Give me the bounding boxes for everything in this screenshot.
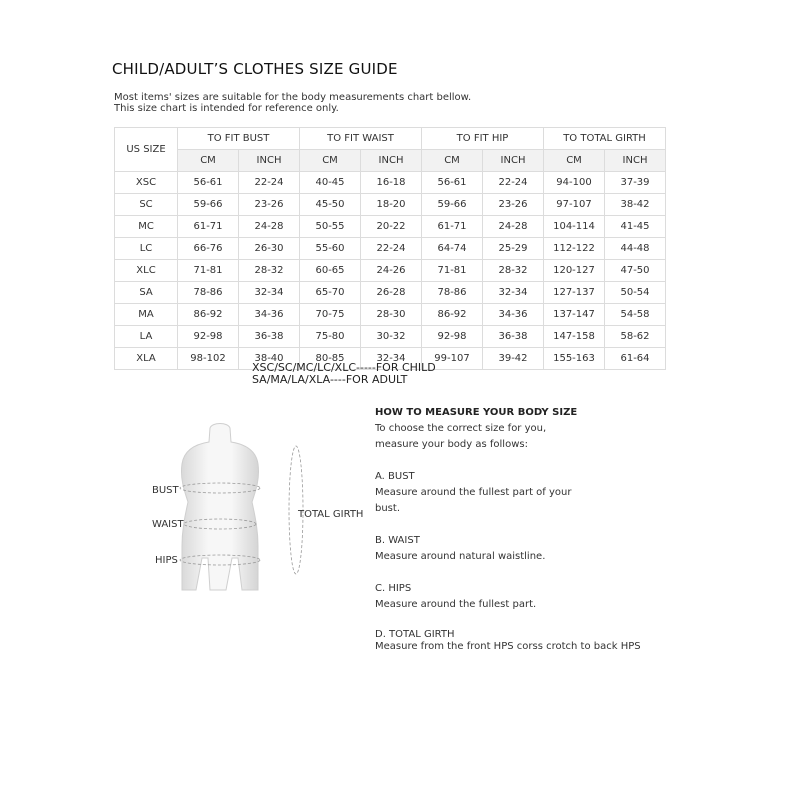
table-cell: 32-34: [483, 282, 544, 304]
table-cell: 98-102: [178, 348, 239, 370]
legend-child: XSC/SC/MC/LC/XLC-----FOR CHILD: [252, 361, 436, 374]
size-label-cell: MC: [115, 216, 178, 238]
bust-text-1: Measure around the fullest part of your: [375, 487, 572, 498]
table-cell: 28-32: [483, 260, 544, 282]
girth-header: TO TOTAL GIRTH: [544, 128, 666, 150]
intro-text: [114, 92, 471, 114]
table-row: [115, 304, 666, 326]
table-cell: 50-55: [300, 216, 361, 238]
table-cell: 20-22: [361, 216, 422, 238]
hips-title: C. HIPS: [375, 583, 412, 594]
table-cell: 56-61: [178, 172, 239, 194]
us-size-header: US SIZE: [115, 128, 178, 172]
table-cell: 40-45: [300, 172, 361, 194]
table-cell: 34-36: [239, 304, 300, 326]
table-cell: 24-28: [239, 216, 300, 238]
table-cell: 26-30: [239, 238, 300, 260]
table-cell: 28-30: [361, 304, 422, 326]
table-cell: 39-42: [483, 348, 544, 370]
size-chart-table: [114, 127, 666, 370]
girth-title: D. TOTAL GIRTH: [375, 629, 455, 640]
waist-header: TO FIT WAIST: [300, 128, 422, 150]
table-cell: 37-39: [605, 172, 666, 194]
unit-header: INCH: [605, 150, 666, 172]
table-cell: 45-50: [300, 194, 361, 216]
table-cell: 66-76: [178, 238, 239, 260]
size-legend: [252, 362, 436, 386]
table-cell: 78-86: [178, 282, 239, 304]
table-row: [115, 172, 666, 194]
table-cell: 41-45: [605, 216, 666, 238]
table-cell: 127-137: [544, 282, 605, 304]
table-cell: 61-71: [422, 216, 483, 238]
howto-heading: HOW TO MEASURE YOUR BODY SIZE: [375, 407, 578, 418]
unit-header: CM: [178, 150, 239, 172]
table-cell: 65-70: [300, 282, 361, 304]
table-cell: 54-58: [605, 304, 666, 326]
table-cell: 36-38: [483, 326, 544, 348]
unit-header: CM: [544, 150, 605, 172]
table-cell: 34-36: [483, 304, 544, 326]
table-cell: 155-163: [544, 348, 605, 370]
table-cell: 58-62: [605, 326, 666, 348]
table-row: [115, 326, 666, 348]
table-cell: 61-64: [605, 348, 666, 370]
table-cell: 99-107: [422, 348, 483, 370]
size-label-cell: MA: [115, 304, 178, 326]
bust-title: A. BUST: [375, 471, 415, 482]
body-figure: [140, 420, 380, 620]
size-label-cell: XLC: [115, 260, 178, 282]
page-title: CHILD/ADULT’S CLOTHES SIZE GUIDE: [112, 60, 398, 78]
table-cell: 112-122: [544, 238, 605, 260]
table-cell: 28-32: [239, 260, 300, 282]
table-row: [115, 282, 666, 304]
table-cell: 75-80: [300, 326, 361, 348]
table-cell: 71-81: [422, 260, 483, 282]
bust-label: BUST: [152, 485, 179, 496]
table-cell: 24-26: [361, 260, 422, 282]
table-cell: 137-147: [544, 304, 605, 326]
waist-label: WAIST: [152, 519, 184, 530]
table-cell: 64-74: [422, 238, 483, 260]
size-label-cell: SA: [115, 282, 178, 304]
table-cell: 92-98: [422, 326, 483, 348]
table-cell: 44-48: [605, 238, 666, 260]
bust-header: TO FIT BUST: [178, 128, 300, 150]
table-cell: 97-107: [544, 194, 605, 216]
unit-header: INCH: [361, 150, 422, 172]
table-header-row: [115, 128, 666, 150]
table-cell: 32-34: [361, 348, 422, 370]
girth-label: TOTAL GIRTH: [298, 509, 364, 520]
table-row: [115, 238, 666, 260]
table-cell: 94-100: [544, 172, 605, 194]
table-cell: 78-86: [422, 282, 483, 304]
unit-header: CM: [300, 150, 361, 172]
table-row: [115, 260, 666, 282]
hips-text: Measure around the fullest part.: [375, 599, 537, 610]
intro-line-1: Most items' sizes are suitable for the body measurements chart bellow.: [114, 92, 472, 103]
table-cell: 36-38: [239, 326, 300, 348]
table-cell: 80-85: [300, 348, 361, 370]
table-cell: 22-24: [361, 238, 422, 260]
table-cell: 70-75: [300, 304, 361, 326]
hips-label: HIPS: [155, 555, 178, 566]
table-units-row: [115, 150, 666, 172]
table-cell: 59-66: [422, 194, 483, 216]
table-cell: 32-34: [239, 282, 300, 304]
table-cell: 25-29: [483, 238, 544, 260]
table-cell: 30-32: [361, 326, 422, 348]
table-cell: 55-60: [300, 238, 361, 260]
waist-title: B. WAIST: [375, 535, 420, 546]
howto-intro-2: measure your body as follows:: [375, 439, 528, 450]
table-cell: 59-66: [178, 194, 239, 216]
unit-header: INCH: [483, 150, 544, 172]
table-cell: 16-18: [361, 172, 422, 194]
table-cell: 22-24: [239, 172, 300, 194]
table-cell: 18-20: [361, 194, 422, 216]
unit-header: CM: [422, 150, 483, 172]
table-cell: 23-26: [239, 194, 300, 216]
table-cell: 56-61: [422, 172, 483, 194]
table-cell: 50-54: [605, 282, 666, 304]
bust-text-2: bust.: [375, 503, 400, 514]
table-cell: 71-81: [178, 260, 239, 282]
table-cell: 86-92: [422, 304, 483, 326]
legend-adult: SA/MA/LA/XLA----FOR ADULT: [252, 373, 408, 386]
table-row: [115, 194, 666, 216]
size-label-cell: LA: [115, 326, 178, 348]
how-to-measure: [375, 405, 695, 653]
girth-text: Measure from the front HPS corss crotch to back HPS: [375, 641, 641, 652]
size-label-cell: LC: [115, 238, 178, 260]
hip-header: TO FIT HIP: [422, 128, 544, 150]
table-cell: 60-65: [300, 260, 361, 282]
table-cell: 147-158: [544, 326, 605, 348]
unit-header: INCH: [239, 150, 300, 172]
table-cell: 104-114: [544, 216, 605, 238]
table-cell: 38-42: [605, 194, 666, 216]
table-cell: 86-92: [178, 304, 239, 326]
intro-line-2: This size chart is intended for reference only.: [114, 103, 339, 114]
table-cell: 38-40: [239, 348, 300, 370]
size-label-cell: SC: [115, 194, 178, 216]
howto-intro-1: To choose the correct size for you,: [375, 423, 547, 434]
table-cell: 61-71: [178, 216, 239, 238]
table-cell: 23-26: [483, 194, 544, 216]
size-label-cell: XSC: [115, 172, 178, 194]
table-cell: 24-28: [483, 216, 544, 238]
waist-text: Measure around natural waistline.: [375, 551, 546, 562]
table-cell: 120-127: [544, 260, 605, 282]
table-row: [115, 216, 666, 238]
table-cell: 26-28: [361, 282, 422, 304]
table-cell: 92-98: [178, 326, 239, 348]
size-label-cell: XLA: [115, 348, 178, 370]
table-cell: 47-50: [605, 260, 666, 282]
table-cell: 22-24: [483, 172, 544, 194]
